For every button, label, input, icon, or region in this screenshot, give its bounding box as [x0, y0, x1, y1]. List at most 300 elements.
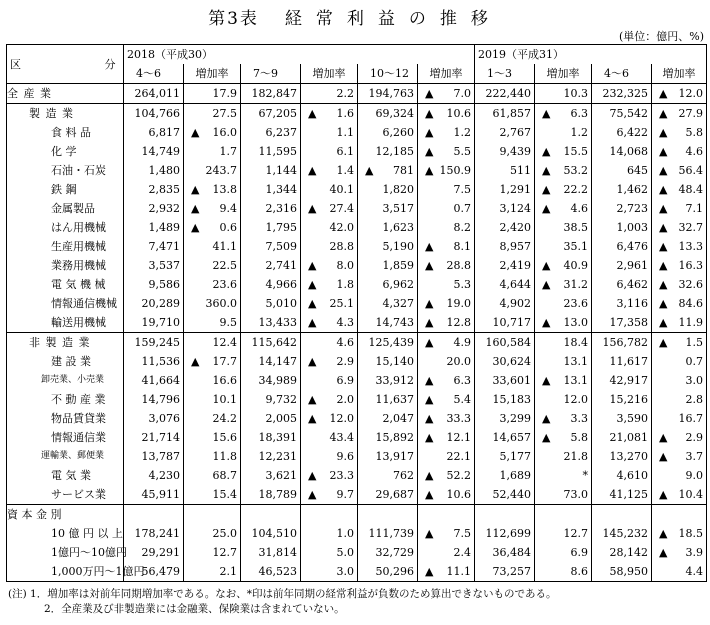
cell-value: 5.8	[570, 431, 588, 444]
rate-cell	[184, 543, 241, 562]
cell-value: 41.1	[212, 240, 237, 253]
rate-cell	[535, 562, 592, 582]
header-period-4: 4～6	[592, 64, 652, 84]
table-row	[7, 409, 707, 428]
cell-value: 10.1	[212, 393, 237, 406]
value-cell	[358, 390, 418, 409]
value-cell	[592, 142, 652, 161]
value-cell	[475, 409, 535, 428]
cell-value: 24.2	[212, 412, 237, 425]
rate-cell	[418, 409, 475, 428]
cell-value: 61,857	[492, 107, 531, 120]
rate-cell	[535, 390, 592, 409]
cell-value: 8,957	[499, 240, 531, 253]
table-row	[7, 275, 707, 294]
row-label: 電 気 業	[7, 466, 124, 485]
cell-value: 9.7	[336, 488, 354, 501]
table-row	[7, 104, 707, 124]
cell-value: 1,489	[148, 221, 180, 234]
cell-value: 3,590	[616, 412, 648, 425]
cell-value: 0.7	[453, 202, 471, 215]
rate-cell	[652, 505, 707, 525]
cell-value: 1.2	[453, 126, 471, 139]
value-cell	[358, 256, 418, 275]
header-rate-3: 増加率	[535, 64, 592, 84]
rate-cell	[184, 313, 241, 333]
cell-value: 7.5	[453, 183, 471, 196]
rate-cell	[301, 199, 358, 218]
rate-cell	[418, 84, 475, 104]
value-cell	[358, 543, 418, 562]
cell-value: 14,743	[375, 316, 414, 329]
negative-mark: ▲	[659, 164, 668, 177]
cell-value: 11,617	[609, 355, 648, 368]
cell-value: 4.6	[685, 145, 703, 158]
cell-value: 1.4	[336, 164, 354, 177]
unit-label: (単位：億円、%)	[618, 30, 704, 43]
value-cell	[124, 180, 184, 199]
cell-value: 2.4	[453, 546, 471, 559]
table-row	[7, 256, 707, 275]
rate-cell	[535, 352, 592, 371]
table-row	[7, 161, 707, 180]
cell-value: 111,739	[368, 527, 414, 540]
rate-cell	[184, 199, 241, 218]
cell-value: 5.4	[453, 393, 471, 406]
rate-cell	[418, 562, 475, 582]
cell-value: 48.4	[678, 183, 703, 196]
cell-value: 32.7	[678, 221, 703, 234]
negative-mark: ▲	[425, 259, 434, 272]
rate-cell	[535, 84, 592, 104]
cell-value: 68.7	[212, 469, 237, 482]
value-cell	[241, 218, 301, 237]
value-cell	[124, 543, 184, 562]
rate-cell	[652, 84, 707, 104]
negative-mark: ▲	[425, 527, 434, 540]
negative-mark: ▲	[659, 240, 668, 253]
cell-value: 15,140	[375, 355, 414, 368]
rate-cell	[301, 275, 358, 294]
row-label: 化 学	[7, 142, 124, 161]
cell-value: 12.7	[563, 527, 588, 540]
row-label: 卸売業、小売業	[7, 371, 124, 390]
cell-value: 1,291	[499, 183, 531, 196]
table-row	[7, 180, 707, 199]
cell-value: 1.8	[336, 278, 354, 291]
cell-value: 12,185	[375, 145, 414, 158]
table-row	[7, 237, 707, 256]
rate-cell	[652, 313, 707, 333]
negative-mark: ▲	[425, 145, 434, 158]
cell-value: 45,911	[141, 488, 180, 501]
value-cell	[124, 84, 184, 104]
row-label: 全 産 業	[7, 84, 124, 104]
rate-cell	[301, 123, 358, 142]
negative-mark: ▲	[659, 431, 668, 444]
cell-value: 38.5	[563, 221, 588, 234]
cell-value: 25.0	[212, 527, 237, 540]
negative-mark: ▲	[191, 221, 200, 234]
rate-cell	[652, 142, 707, 161]
value-cell	[241, 562, 301, 582]
negative-mark: ▲	[659, 183, 668, 196]
rate-cell	[535, 466, 592, 485]
cell-value: 14,796	[141, 393, 180, 406]
cell-value: 31.2	[563, 278, 588, 291]
cell-value: 1,480	[148, 164, 180, 177]
rate-cell	[418, 142, 475, 161]
cell-value: 12.1	[446, 431, 471, 444]
cell-value: 29,291	[141, 546, 180, 559]
cell-value: 11,595	[258, 145, 297, 158]
cell-value: 52,440	[492, 488, 531, 501]
value-cell	[592, 275, 652, 294]
cell-value: 17.9	[212, 87, 237, 100]
cell-value: 2.9	[685, 431, 703, 444]
value-cell	[475, 161, 535, 180]
header-rate-2: 増加率	[418, 64, 475, 84]
rate-cell	[418, 428, 475, 447]
value-cell	[358, 371, 418, 390]
cell-value: 56,479	[141, 565, 180, 578]
cell-value: 21.8	[563, 450, 588, 463]
rate-cell	[418, 390, 475, 409]
table-row	[7, 524, 707, 543]
rate-cell	[184, 485, 241, 505]
rate-cell	[652, 218, 707, 237]
cell-value: 11.1	[446, 565, 471, 578]
value-cell	[124, 294, 184, 313]
row-label: 情報通信機械	[7, 294, 124, 313]
negative-mark: ▲	[425, 488, 434, 501]
cell-value: 7.0	[453, 87, 471, 100]
row-label: 情報通信業	[7, 428, 124, 447]
cell-value: 3,116	[616, 297, 648, 310]
value-cell	[358, 562, 418, 582]
value-cell	[241, 409, 301, 428]
rate-cell	[535, 256, 592, 275]
cell-value: 12.0	[329, 412, 354, 425]
cell-value: 6.3	[453, 374, 471, 387]
cell-value: 14,749	[141, 145, 180, 158]
table-row	[7, 123, 707, 142]
cell-value: 13.1	[563, 374, 588, 387]
row-label: 輸送用機械	[7, 313, 124, 333]
negative-mark: ▲	[425, 87, 434, 100]
cell-value: 17,358	[609, 316, 648, 329]
row-label: 非 製 造 業	[7, 333, 124, 353]
row-label: はん用機械	[7, 218, 124, 237]
value-cell	[124, 524, 184, 543]
negative-mark: ▲	[308, 355, 317, 368]
cell-value: 3,124	[499, 202, 531, 215]
value-cell	[241, 390, 301, 409]
rate-cell	[652, 275, 707, 294]
header-year-2019: 2019（平成31）	[475, 45, 707, 65]
value-cell	[241, 505, 301, 525]
rate-cell	[535, 123, 592, 142]
cell-value: 41,125	[609, 488, 648, 501]
value-cell	[475, 313, 535, 333]
value-cell	[592, 505, 652, 525]
negative-mark: ▲	[308, 412, 317, 425]
value-cell	[475, 199, 535, 218]
cell-value: 160,584	[485, 336, 531, 349]
cell-value: 28,142	[609, 546, 648, 559]
negative-mark: ▲	[365, 164, 374, 177]
rate-cell	[301, 142, 358, 161]
cell-value: 69,324	[375, 107, 414, 120]
cell-value: 360.0	[205, 297, 237, 310]
value-cell	[124, 218, 184, 237]
negative-mark: ▲	[542, 183, 551, 196]
rate-cell	[535, 505, 592, 525]
cell-value: 58,950	[609, 565, 648, 578]
value-cell	[241, 485, 301, 505]
value-cell	[358, 123, 418, 142]
rate-cell	[652, 371, 707, 390]
row-label: 鉄 鋼	[7, 180, 124, 199]
value-cell	[241, 104, 301, 124]
cell-value: 2,420	[499, 221, 531, 234]
value-cell	[358, 447, 418, 466]
value-cell	[475, 142, 535, 161]
cell-value: 3.7	[685, 450, 703, 463]
negative-mark: ▲	[425, 316, 434, 329]
cell-value: 11.9	[678, 316, 703, 329]
cell-value: 232,325	[602, 87, 648, 100]
value-cell	[475, 371, 535, 390]
header-period-1: 7～9	[241, 64, 301, 84]
rate-cell	[652, 104, 707, 124]
rate-cell	[535, 409, 592, 428]
value-cell	[241, 466, 301, 485]
cell-value: 15,892	[375, 431, 414, 444]
value-cell	[475, 390, 535, 409]
cell-value: 1,820	[382, 183, 414, 196]
header-kubun: 区 分	[7, 45, 124, 84]
negative-mark: ▲	[542, 202, 551, 215]
cell-value: 10,717	[492, 316, 531, 329]
value-cell	[592, 409, 652, 428]
value-cell	[358, 161, 418, 180]
rate-cell	[652, 447, 707, 466]
cell-value: 150.9	[439, 164, 471, 177]
value-cell	[241, 161, 301, 180]
cell-value: 6.1	[336, 145, 354, 158]
negative-mark: ▲	[308, 259, 317, 272]
value-cell	[358, 199, 418, 218]
rate-cell	[301, 161, 358, 180]
cell-value: 23.6	[563, 297, 588, 310]
cell-value: 19.0	[446, 297, 471, 310]
rate-cell	[652, 485, 707, 505]
cell-value: 4,644	[499, 278, 531, 291]
rate-cell	[301, 543, 358, 562]
cell-value: 9.5	[219, 316, 237, 329]
value-cell	[124, 333, 184, 353]
cell-value: 145,232	[602, 527, 648, 540]
value-cell	[241, 524, 301, 543]
cell-value: 13,270	[609, 450, 648, 463]
cell-value: 9,732	[265, 393, 297, 406]
cell-value: 27.5	[212, 107, 237, 120]
row-label: 食 料 品	[7, 123, 124, 142]
cell-value: 4,610	[616, 469, 648, 482]
cell-value: 33,912	[375, 374, 414, 387]
negative-mark: ▲	[425, 393, 434, 406]
cell-value: 2,419	[499, 259, 531, 272]
value-cell	[124, 123, 184, 142]
rate-cell	[301, 562, 358, 582]
cell-value: 25.1	[329, 297, 354, 310]
cell-value: 3,621	[265, 469, 297, 482]
value-cell	[358, 180, 418, 199]
cell-value: 53.2	[563, 164, 588, 177]
table-row	[7, 505, 707, 525]
rate-cell	[418, 275, 475, 294]
table-title	[0, 4, 710, 29]
cell-value: 1.1	[336, 126, 354, 139]
table-row	[7, 371, 707, 390]
negative-mark: ▲	[659, 202, 668, 215]
row-label: 建 設 業	[7, 352, 124, 371]
cell-value: 23.3	[329, 469, 354, 482]
value-cell	[124, 485, 184, 505]
rate-cell	[301, 84, 358, 104]
rate-cell	[418, 485, 475, 505]
cell-value: 22.5	[212, 259, 237, 272]
negative-mark: ▲	[308, 107, 317, 120]
rate-cell	[301, 485, 358, 505]
cell-value: 1,462	[616, 183, 648, 196]
cell-value: 4.6	[336, 336, 354, 349]
negative-mark: ▲	[542, 431, 551, 444]
rate-cell	[652, 237, 707, 256]
cell-value: 4.9	[453, 336, 471, 349]
cell-value: 2.2	[336, 87, 354, 100]
header-rate-0: 増加率	[184, 64, 241, 84]
value-cell	[358, 313, 418, 333]
negative-mark: ▲	[191, 202, 200, 215]
rate-cell	[418, 524, 475, 543]
cell-value: 7.5	[453, 527, 471, 540]
rate-cell	[652, 333, 707, 353]
rate-cell	[184, 390, 241, 409]
cell-value: 50,296	[375, 565, 414, 578]
cell-value: 73.0	[563, 488, 588, 501]
cell-value: 22.2	[563, 183, 588, 196]
cell-value: 2.9	[336, 355, 354, 368]
value-cell	[475, 180, 535, 199]
rate-cell	[184, 161, 241, 180]
rate-cell	[535, 485, 592, 505]
rate-cell	[652, 409, 707, 428]
value-cell	[241, 256, 301, 275]
cell-value: 27.4	[329, 202, 354, 215]
negative-mark: ▲	[659, 259, 668, 272]
negative-mark: ▲	[308, 278, 317, 291]
row-label: 運輸業、郵便業	[7, 447, 124, 466]
rate-cell	[535, 428, 592, 447]
value-cell	[358, 333, 418, 353]
cell-value: 16.3	[678, 259, 703, 272]
cell-value: 1,144	[265, 164, 297, 177]
cell-value: 12.0	[563, 393, 588, 406]
rate-cell	[418, 294, 475, 313]
rate-cell	[535, 275, 592, 294]
cell-value: 32,729	[375, 546, 414, 559]
cell-value: 33.3	[446, 412, 471, 425]
negative-mark: ▲	[425, 126, 434, 139]
table-row	[7, 294, 707, 313]
rate-cell	[535, 161, 592, 180]
negative-mark: ▲	[659, 336, 668, 349]
value-cell	[241, 237, 301, 256]
value-cell	[358, 485, 418, 505]
cell-value: 19,710	[141, 316, 180, 329]
rate-cell	[184, 409, 241, 428]
cell-value: 1.7	[219, 145, 237, 158]
cell-value: 14,068	[609, 145, 648, 158]
value-cell	[124, 390, 184, 409]
cell-value: 115,642	[251, 336, 297, 349]
value-cell	[358, 466, 418, 485]
cell-value: 1,859	[382, 259, 414, 272]
rate-cell	[184, 505, 241, 525]
cell-value: 18,789	[258, 488, 297, 501]
value-cell	[241, 543, 301, 562]
negative-mark: ▲	[425, 412, 434, 425]
rate-cell	[535, 237, 592, 256]
cell-value: 156,782	[602, 336, 648, 349]
value-cell	[241, 142, 301, 161]
value-cell	[475, 237, 535, 256]
cell-value: 67,205	[258, 107, 297, 120]
cell-value: 12.4	[212, 336, 237, 349]
footnotes	[8, 587, 556, 617]
negative-mark: ▲	[425, 374, 434, 387]
value-cell	[592, 352, 652, 371]
negative-mark: ▲	[425, 297, 434, 310]
value-cell	[241, 199, 301, 218]
row-label: 製 造 業	[7, 104, 124, 124]
rate-cell	[184, 524, 241, 543]
cell-value: 6.9	[570, 546, 588, 559]
cell-value: 15.5	[563, 145, 588, 158]
rate-cell	[652, 161, 707, 180]
cell-value: 3,299	[499, 412, 531, 425]
rate-cell	[418, 466, 475, 485]
cell-value: 18.5	[678, 527, 703, 540]
header-rate-4: 増加率	[652, 64, 707, 84]
cell-value: 4,230	[148, 469, 180, 482]
rate-cell	[184, 180, 241, 199]
cell-value: 17.7	[212, 355, 237, 368]
cell-value: 6,237	[265, 126, 297, 139]
cell-value: 178,241	[134, 527, 180, 540]
cell-value: 28.8	[329, 240, 354, 253]
value-cell	[592, 237, 652, 256]
row-label: 電 気 機 械	[7, 275, 124, 294]
value-cell	[358, 352, 418, 371]
cell-value: 31,814	[258, 546, 297, 559]
cell-value: *	[582, 469, 588, 482]
table-row	[7, 390, 707, 409]
rate-cell	[652, 352, 707, 371]
rate-cell	[652, 294, 707, 313]
